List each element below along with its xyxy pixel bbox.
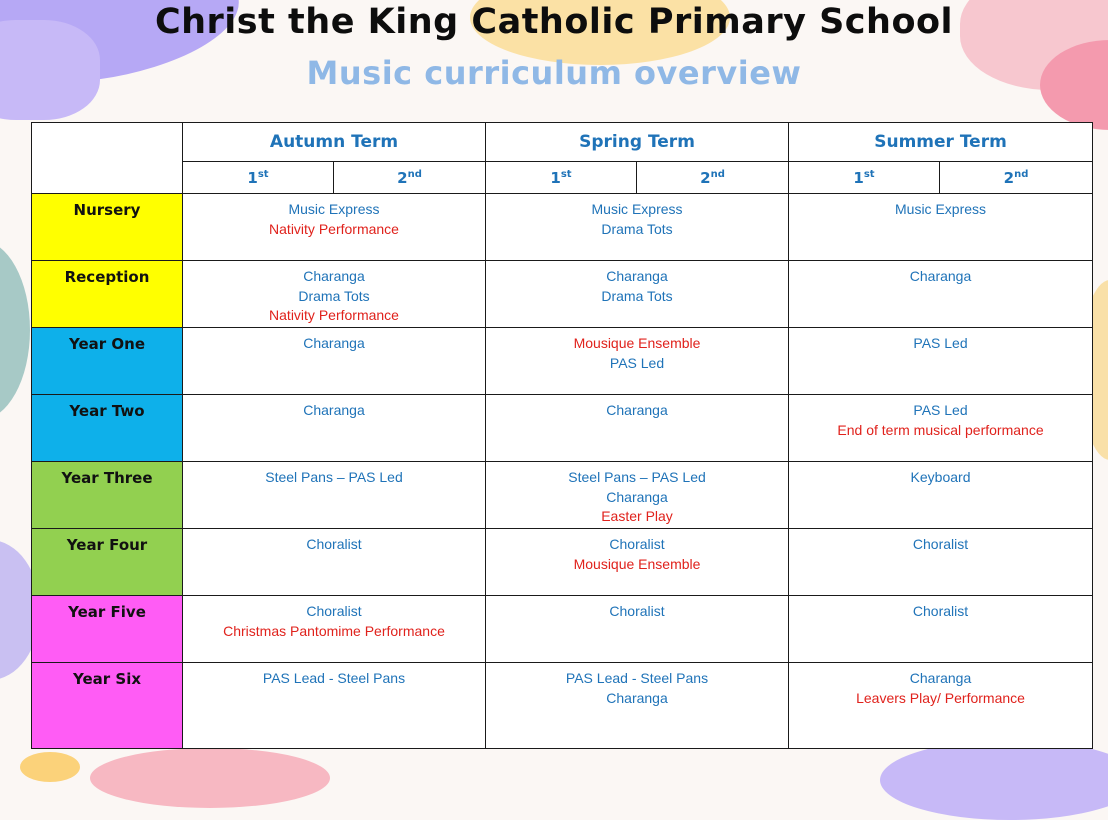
cell-spring [486, 663, 789, 749]
term-header-autumn: Autumn Term [183, 123, 486, 162]
activity-item: Drama Tots [601, 287, 673, 304]
row-label: Year Five [32, 596, 183, 663]
cell-autumn [183, 194, 486, 261]
activity-item: PAS Led [609, 354, 665, 371]
activity-item: Music Express [288, 201, 380, 217]
cell-summer [789, 462, 1093, 529]
row-label: Year Six [32, 663, 183, 749]
table-row [32, 663, 1093, 749]
cell-summer [789, 596, 1093, 663]
activity-item: Choralist [609, 536, 665, 552]
cell-summer [789, 529, 1093, 596]
table-row [32, 261, 1093, 328]
activity-item: Choralist [306, 603, 362, 619]
half-term-spring-2: 2nd [637, 162, 789, 194]
cell-spring [486, 529, 789, 596]
cell-spring [486, 194, 789, 261]
activity-item: PAS Lead - Steel Pans [565, 670, 709, 686]
cell-spring [486, 328, 789, 395]
activity-item: Music Express [591, 201, 683, 217]
activity-item: PAS Led [913, 402, 968, 418]
performance-item: Christmas Pantomime Performance [223, 622, 445, 639]
term-header-row [32, 123, 1093, 162]
cell-summer [789, 194, 1093, 261]
corner-cell [32, 123, 183, 194]
cell-summer [789, 663, 1093, 749]
table-row [32, 529, 1093, 596]
activity-item: Charanga [606, 402, 668, 418]
activity-item: Charanga [606, 488, 668, 505]
cell-autumn [183, 663, 486, 749]
activity-item: Charanga [606, 689, 668, 706]
activity-item: Steel Pans – PAS Led [568, 469, 706, 485]
cell-autumn [183, 395, 486, 462]
cell-autumn [183, 261, 486, 328]
cell-autumn [183, 328, 486, 395]
activity-item: Keyboard [910, 469, 971, 485]
activity-item: Charanga [303, 335, 365, 351]
cell-autumn [183, 596, 486, 663]
activity-item: Choralist [306, 536, 362, 552]
row-label: Year Four [32, 529, 183, 596]
cell-spring [486, 395, 789, 462]
table-row [32, 395, 1093, 462]
cell-spring [486, 596, 789, 663]
decorative-blob [20, 752, 80, 782]
term-header-spring: Spring Term [486, 123, 789, 162]
performance-item: Mousique Ensemble [573, 555, 701, 572]
half-term-autumn-2: 2nd [334, 162, 486, 194]
activity-item: Charanga [909, 268, 972, 284]
cell-summer [789, 328, 1093, 395]
table-row [32, 328, 1093, 395]
performance-item: Easter Play [601, 508, 673, 524]
half-term-summer-2: 2nd [940, 162, 1093, 194]
performance-item: End of term musical performance [837, 421, 1044, 438]
cell-spring [486, 462, 789, 529]
activity-item: Choralist [609, 603, 665, 619]
performance-item: Mousique Ensemble [573, 335, 701, 351]
half-term-spring-1: 1st [486, 162, 637, 194]
table-row [32, 596, 1093, 663]
activity-item: Drama Tots [298, 287, 370, 304]
row-label: Year One [32, 328, 183, 395]
activity-item: Choralist [912, 536, 969, 552]
activity-item: Music Express [895, 201, 987, 217]
activity-item: Steel Pans – PAS Led [265, 469, 403, 485]
half-term-summer-1: 1st [789, 162, 940, 194]
activity-item: Charanga [303, 402, 365, 418]
term-header-summer: Summer Term [789, 123, 1093, 162]
cell-autumn [183, 529, 486, 596]
table-body [32, 194, 1093, 749]
cell-summer [789, 261, 1093, 328]
performance-item: Leavers Play/ Performance [856, 689, 1025, 706]
activity-item: Charanga [606, 268, 668, 284]
performance-item: Nativity Performance [269, 220, 399, 237]
performance-item: Nativity Performance [269, 307, 399, 323]
table-row [32, 194, 1093, 261]
activity-item: PAS Led [913, 335, 968, 351]
cell-autumn [183, 462, 486, 529]
page-title: Christ the King Catholic Primary School [154, 2, 954, 42]
cell-summer [789, 395, 1093, 462]
decorative-blob [880, 740, 1108, 820]
activity-item: Choralist [912, 603, 969, 619]
row-label: Nursery [32, 194, 183, 261]
row-label: Year Two [32, 395, 183, 462]
activity-item: Charanga [909, 670, 972, 686]
decorative-blob [90, 748, 330, 808]
curriculum-table [31, 122, 1093, 749]
row-label: Year Three [32, 462, 183, 529]
half-term-header-row [32, 162, 1093, 194]
activity-item: PAS Lead - Steel Pans [262, 670, 406, 686]
activity-item: Charanga [303, 268, 365, 284]
page-subtitle: Music curriculum overview [306, 54, 802, 92]
decorative-blob [0, 240, 30, 420]
row-label: Reception [32, 261, 183, 328]
half-term-autumn-1: 1st [183, 162, 334, 194]
cell-spring [486, 261, 789, 328]
table-row [32, 462, 1093, 529]
activity-item: Drama Tots [601, 220, 673, 237]
